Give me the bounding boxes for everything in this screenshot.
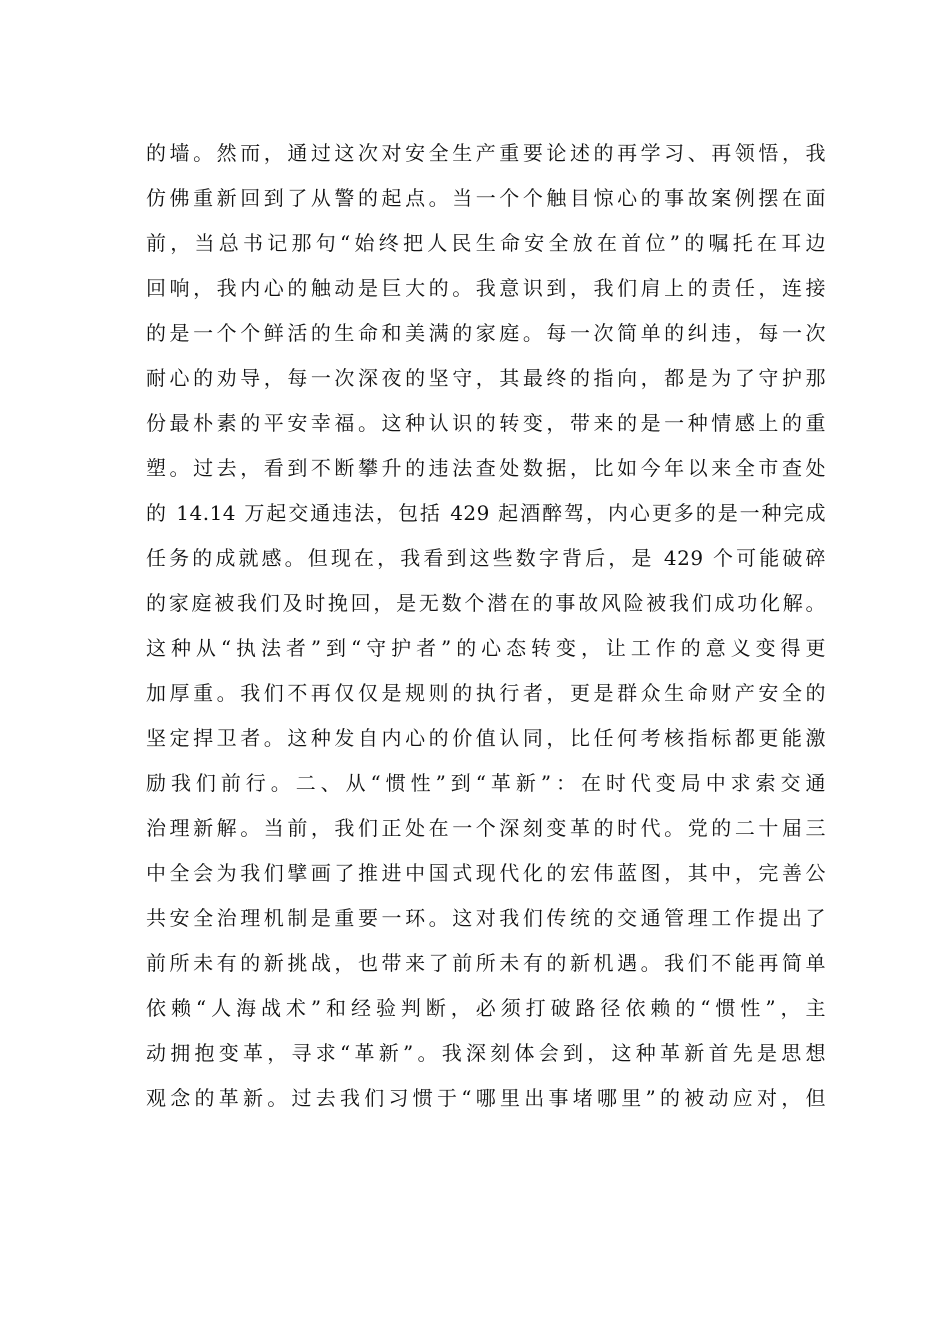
- text-line: 中全会为我们擘画了推进中国式现代化的宏伟蓝图，其中，完善公: [146, 861, 826, 885]
- text-line: 坚定捍卫者。这种发自内心的价值认同，比任何考核指标都更能激: [146, 726, 826, 750]
- text-line: 动拥抱变革，寻求“革新”。我深刻体会到，这种革新首先是思想: [146, 1041, 826, 1065]
- text-line: 的是一个个鲜活的生命和美满的家庭。每一次简单的纠违，每一次: [146, 321, 826, 345]
- text-line: 加厚重。我们不再仅仅是规则的执行者，更是群众生命财产安全的: [146, 681, 826, 705]
- text-line: 的 14.14 万起交通违法，包括 429 起酒醉驾，内心更多的是一种完成: [146, 501, 826, 525]
- text-line: 依赖“人海战术”和经验判断，必须打破路径依赖的“惯性”，主: [146, 996, 826, 1020]
- text-line: 份最朴素的平安幸福。这种认识的转变，带来的是一种情感上的重: [146, 411, 826, 435]
- text-line: 这种从“执法者”到“守护者”的心态转变，让工作的意义变得更: [146, 636, 826, 660]
- text-line: 塑。过去，看到不断攀升的违法查处数据，比如今年以来全市查处: [146, 456, 826, 480]
- text-line: 的家庭被我们及时挽回，是无数个潜在的事故风险被我们成功化解。: [146, 591, 826, 615]
- text-line: 耐心的劝导，每一次深夜的坚守，其最终的指向，都是为了守护那: [146, 366, 826, 390]
- text-line: 回响，我内心的触动是巨大的。我意识到，我们肩上的责任，连接: [146, 276, 826, 300]
- text-line: 前，当总书记那句“始终把人民生命安全放在首位”的嘱托在耳边: [146, 231, 826, 255]
- text-line: 观念的革新。过去我们习惯于“哪里出事堵哪里”的被动应对，但: [146, 1086, 826, 1110]
- text-line: 前所未有的新挑战，也带来了前所未有的新机遇。我们不能再简单: [146, 951, 826, 975]
- text-line: 仿佛重新回到了从警的起点。当一个个触目惊心的事故案例摆在面: [146, 186, 826, 210]
- text-line: 的墙。然而，通过这次对安全生产重要论述的再学习、再领悟，我: [146, 141, 826, 165]
- text-line: 治理新解。当前，我们正处在一个深刻变革的时代。党的二十届三: [146, 816, 826, 840]
- body-text: [146, 134, 826, 1124]
- text-line: 共安全治理机制是重要一环。这对我们传统的交通管理工作提出了: [146, 906, 826, 930]
- text-line: 励我们前行。二、从“惯性”到“革新”：在时代变局中求索交通: [146, 771, 826, 795]
- text-line: 任务的成就感。但现在，我看到这些数字背后，是 429 个可能破碎: [146, 546, 826, 570]
